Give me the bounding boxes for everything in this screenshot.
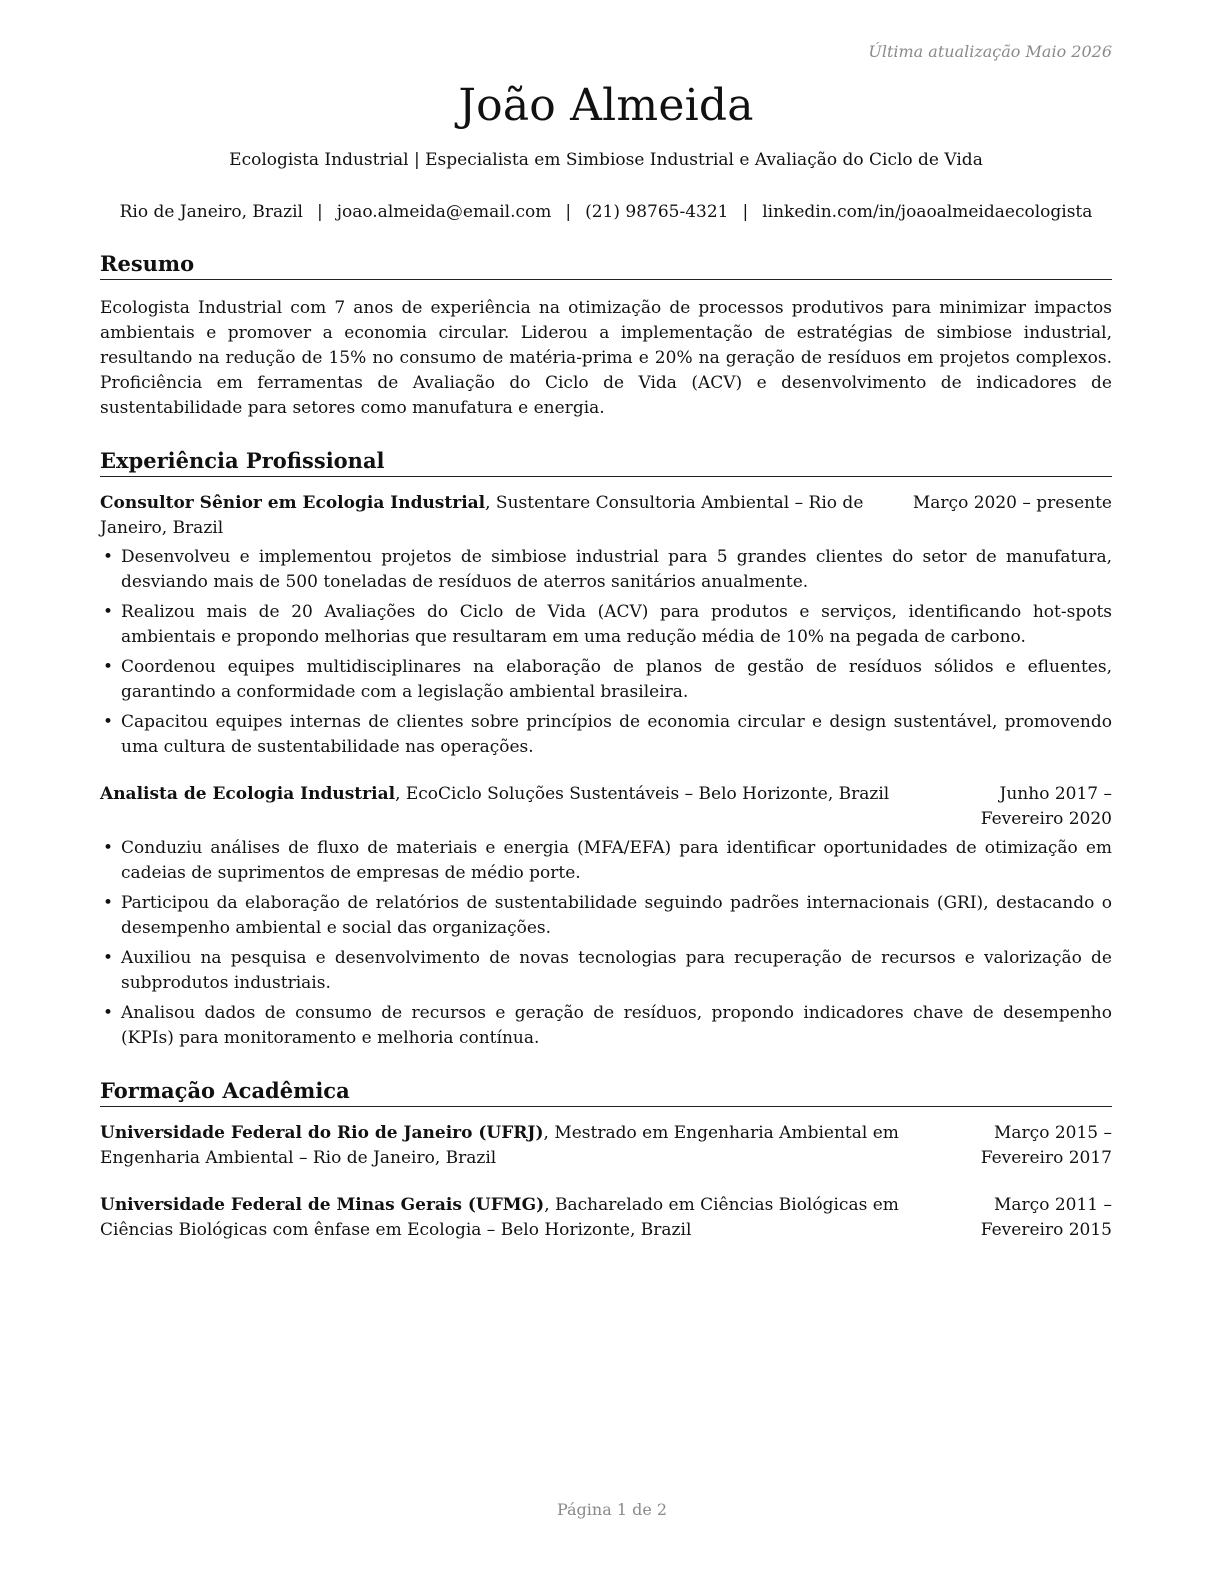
contact-linkedin[interactable]: linkedin.com/in/joaoalmeidaecologista (762, 202, 1093, 222)
page-number: Página 1 de 2 (556, 1500, 668, 1519)
job-header (100, 491, 1112, 541)
job-entry (100, 782, 1112, 1051)
contact-line (100, 200, 1112, 224)
contact-separator: | (316, 202, 323, 222)
bullet-item: • Realizou mais de 20 Avaliações do Ciclo de Vida (ACV) para produtos e serviços, identificando hot-spots ambientais e propondo melhorias que resultaram em uma redução média de 10% na pegada de carbono. (100, 600, 1112, 650)
education-entry (100, 1121, 1112, 1171)
bullet-item: • Capacitou equipes internas de clientes sobre princípios de economia circular e design sustentável, promovendo uma cultura de sustentabilidade nas operações. (100, 710, 1112, 760)
job-entry (100, 491, 1112, 760)
job-bullets (100, 836, 1112, 1051)
bullet-item: • Participou da elaboração de relatórios de sustentabilidade seguindo padrões internacionais (GRI), destacando o desempenho ambiental e social das organizações. (100, 891, 1112, 941)
education-detail: , Mestrado em Engenharia Ambiental em Engenharia Ambiental – Rio de Janeiro, Brazil (100, 1123, 899, 1168)
contact-separator: | (565, 202, 572, 222)
candidate-name: João Almeida (458, 80, 754, 131)
education-line (100, 1193, 932, 1243)
job-dates: Junho 2017 – Fevereiro 2020 (980, 784, 1112, 829)
education-header (100, 1193, 1112, 1243)
summary-text: Ecologista Industrial com 7 anos de experiência na otimização de processos produtivos para minimizar impactos ambientais e promover a economia circular. Liderou a implementação de estratégias de simbiose industrial, resultando na redução de 15% no consumo de matéria-prima e 20% na geração de resíduos em projetos complexos. Proficiência em ferramentas de Avaliação do Ciclo de Vida (ACV) e desenvolvimento de indicadores de sustentabilidade para setores como manufatura e energia. (100, 298, 1112, 418)
bullet-item: • Analisou dados de consumo de recursos e geração de resíduos, propondo indicadores chave de desempenho (KPIs) para monitoramento e melhoria contínua. (100, 1001, 1112, 1051)
section-title-experience: Experiência Profissional (100, 447, 1112, 477)
education-dates: Março 2015 – Fevereiro 2017 (980, 1123, 1112, 1168)
contact-location: Rio de Janeiro, Brazil (119, 202, 303, 222)
job-org: , Sustentare Consultoria Ambiental – Rio de Janeiro, Brazil (100, 493, 864, 538)
contact-phone: (21) 98765-4321 (585, 202, 729, 222)
job-role: Analista de Ecologia Industrial (100, 784, 396, 804)
job-title-line (100, 782, 932, 807)
job-org: , EcoCiclo Soluções Sustentáveis – Belo Horizonte, Brazil (395, 784, 890, 804)
education-detail: , Bacharelado em Ciências Biológicas em Ciências Biológicas com ênfase em Ecologia – Belo Horizonte, Brazil (100, 1195, 899, 1240)
education-school: Universidade Federal de Minas Gerais (UFMG) (100, 1195, 545, 1215)
job-role: Consultor Sênior em Ecologia Industrial (100, 493, 486, 513)
bullet-item: • Coordenou equipes multidisciplinares na elaboração de planos de gestão de resíduos sólidos e efluentes, garantindo a conformidade com a legislação ambiental brasileira. (100, 655, 1112, 705)
last-updated: Última atualização Maio 2026 (868, 42, 1112, 61)
section-title-summary: Resumo (100, 250, 1112, 280)
education-line (100, 1121, 932, 1171)
contact-email[interactable]: joao.almeida@email.com (336, 202, 552, 222)
job-bullets (100, 545, 1112, 760)
education-header (100, 1121, 1112, 1171)
headline: Ecologista Industrial | Especialista em Simbiose Industrial e Avaliação do Ciclo de Vida (229, 150, 983, 170)
contact-separator: | (742, 202, 749, 222)
job-header (100, 782, 1112, 832)
bullet-item: • Conduziu análises de fluxo de materiais e energia (MFA/EFA) para identificar oportunidades de otimização em cadeias de suprimentos de empresas de médio porte. (100, 836, 1112, 886)
education-entry (100, 1193, 1112, 1243)
education-school: Universidade Federal do Rio de Janeiro (UFRJ) (100, 1123, 544, 1143)
job-dates: Março 2020 – presente (912, 493, 1112, 513)
job-title-line (100, 491, 913, 541)
resume-page (100, 40, 1112, 1243)
bullet-item: • Auxiliou na pesquisa e desenvolvimento de novas tecnologias para recuperação de recursos e valorização de subprodutos industriais. (100, 946, 1112, 996)
education-dates: Março 2011 – Fevereiro 2015 (980, 1195, 1112, 1240)
section-title-education: Formação Acadêmica (100, 1077, 1112, 1107)
bullet-item: • Desenvolveu e implementou projetos de simbiose industrial para 5 grandes clientes do setor de manufatura, desviando mais de 500 toneladas de resíduos de aterros sanitários anualmente. (100, 545, 1112, 595)
